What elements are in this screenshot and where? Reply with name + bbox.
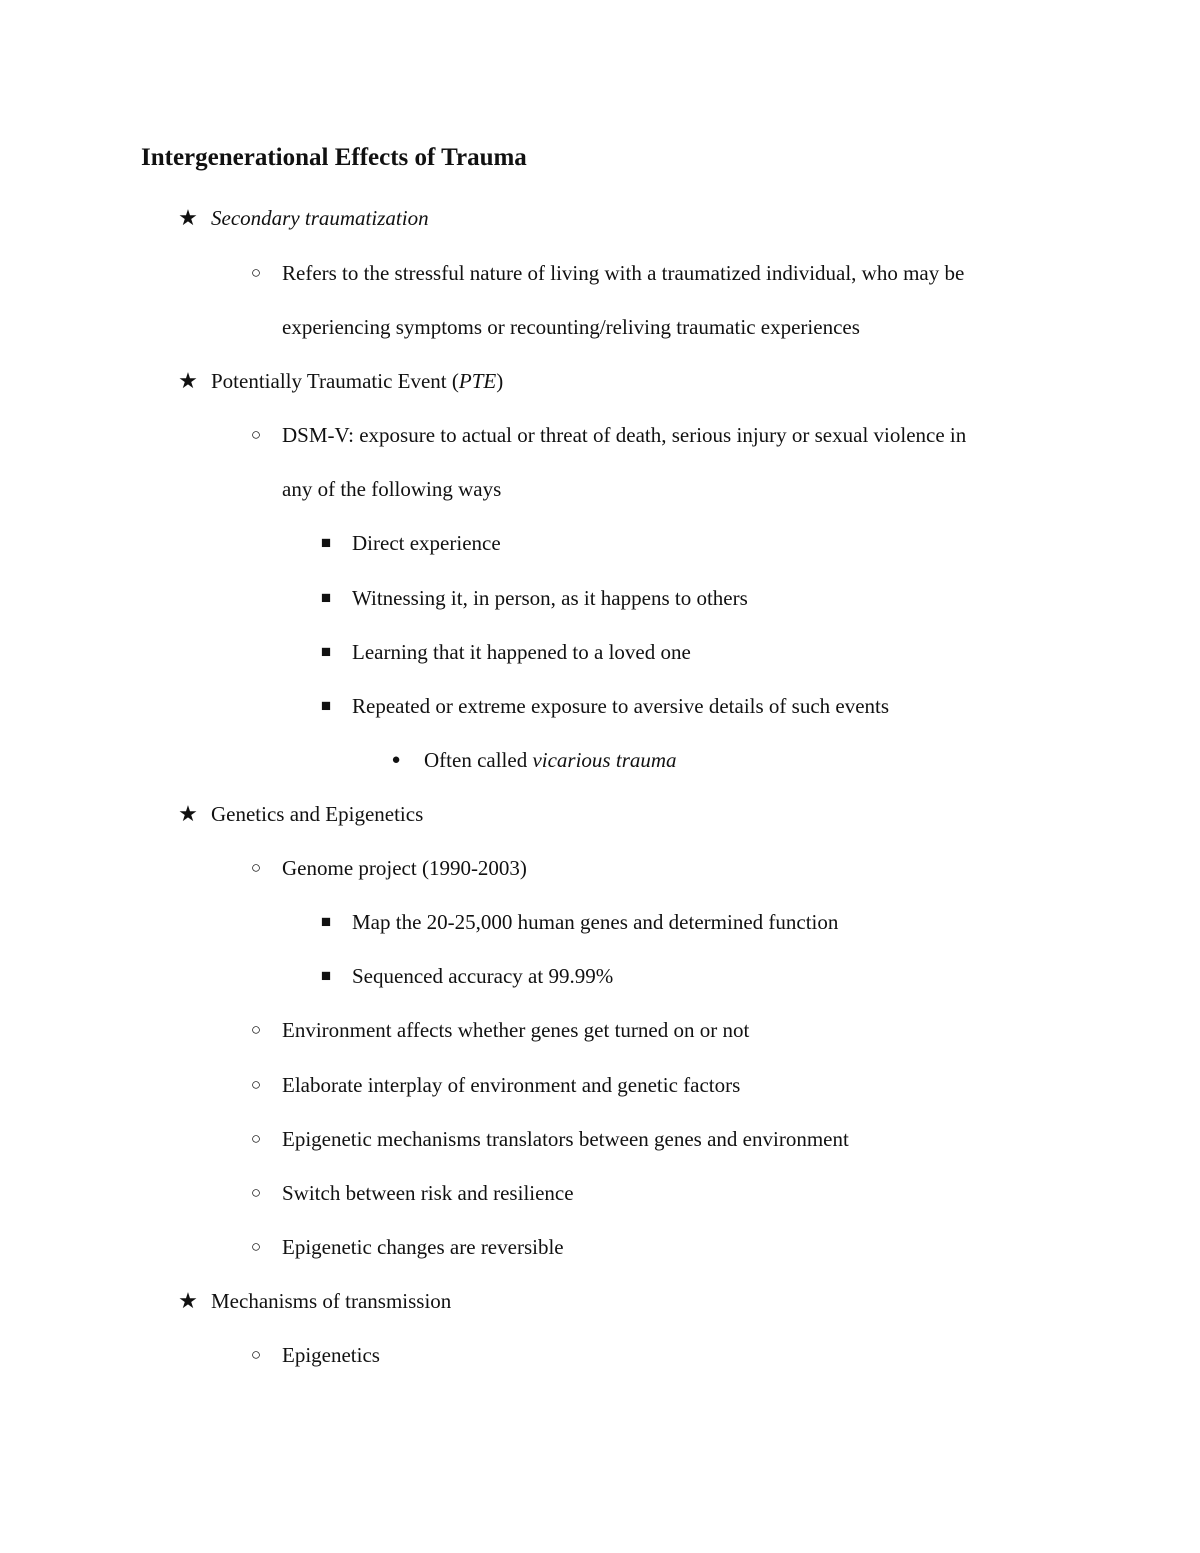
- circle-bullet-icon: ○: [250, 425, 262, 444]
- section-heading-mechanisms: Mechanisms of transmission: [211, 1289, 452, 1313]
- sub-sub-list-item: [424, 745, 677, 775]
- square-bullet-icon: ■: [320, 696, 332, 715]
- star-bullet-icon: ★: [178, 801, 198, 826]
- list-item: Refers to the stressful nature of living with a traumatized individual, who may be: [282, 261, 965, 285]
- list-item: Epigenetic mechanisms translators between genes and environment: [282, 1127, 849, 1151]
- sub-list-item: Sequenced accuracy at 99.99%: [352, 964, 614, 988]
- list-item: Genome project (1990-2003): [282, 856, 527, 880]
- star-bullet-icon: ★: [178, 368, 198, 393]
- circle-bullet-icon: ○: [250, 263, 262, 282]
- section-heading-pte: [211, 366, 503, 396]
- square-bullet-icon: ■: [320, 966, 332, 985]
- circle-bullet-icon: ○: [250, 858, 262, 877]
- heading-text: Potentially Traumatic Event (: [211, 369, 459, 393]
- list-item: Epigenetics: [282, 1343, 380, 1367]
- circle-bullet-icon: ○: [250, 1345, 262, 1364]
- square-bullet-icon: ■: [320, 642, 332, 661]
- circle-bullet-icon: ○: [250, 1075, 262, 1094]
- square-bullet-icon: ■: [320, 912, 332, 931]
- page-title: Intergenerational Effects of Trauma: [141, 144, 527, 171]
- circle-bullet-icon: ○: [250, 1237, 262, 1256]
- section-heading-secondary-traumatization: Secondary traumatization: [211, 206, 429, 230]
- heading-text-end: ): [496, 369, 504, 393]
- section-heading-genetics: Genetics and Epigenetics: [211, 802, 424, 826]
- list-item: DSM-V: exposure to actual or threat of death, serious injury or sexual violence in: [282, 423, 967, 447]
- circle-bullet-icon: ○: [250, 1183, 262, 1202]
- sub-list-item: Repeated or extreme exposure to aversive details of such events: [352, 694, 890, 718]
- square-bullet-icon: ■: [320, 588, 332, 607]
- circle-bullet-icon: ○: [250, 1020, 262, 1039]
- dot-bullet-icon: ●: [391, 752, 401, 768]
- sub-list-item: Witnessing it, in person, as it happens to others: [352, 586, 748, 610]
- heading-abbreviation: PTE: [458, 369, 497, 393]
- star-bullet-icon: ★: [178, 1288, 198, 1313]
- list-item: Switch between risk and resilience: [282, 1181, 574, 1205]
- sub-list-item: Learning that it happened to a loved one: [352, 640, 691, 664]
- item-term: vicarious trauma: [532, 748, 677, 772]
- circle-bullet-icon: ○: [250, 1129, 262, 1148]
- list-item-continuation: experiencing symptoms or recounting/reliving traumatic experiences: [282, 315, 860, 339]
- square-bullet-icon: ■: [320, 533, 332, 552]
- list-item: Epigenetic changes are reversible: [282, 1235, 564, 1259]
- sub-list-item: Direct experience: [352, 531, 501, 555]
- sub-list-item: Map the 20-25,000 human genes and determined function: [352, 910, 839, 934]
- star-bullet-icon: ★: [178, 205, 198, 230]
- list-item: Environment affects whether genes get turned on or not: [282, 1018, 750, 1042]
- list-item-continuation: any of the following ways: [282, 477, 502, 501]
- list-item: Elaborate interplay of environment and genetic factors: [282, 1073, 741, 1097]
- item-text: Often called: [424, 748, 533, 772]
